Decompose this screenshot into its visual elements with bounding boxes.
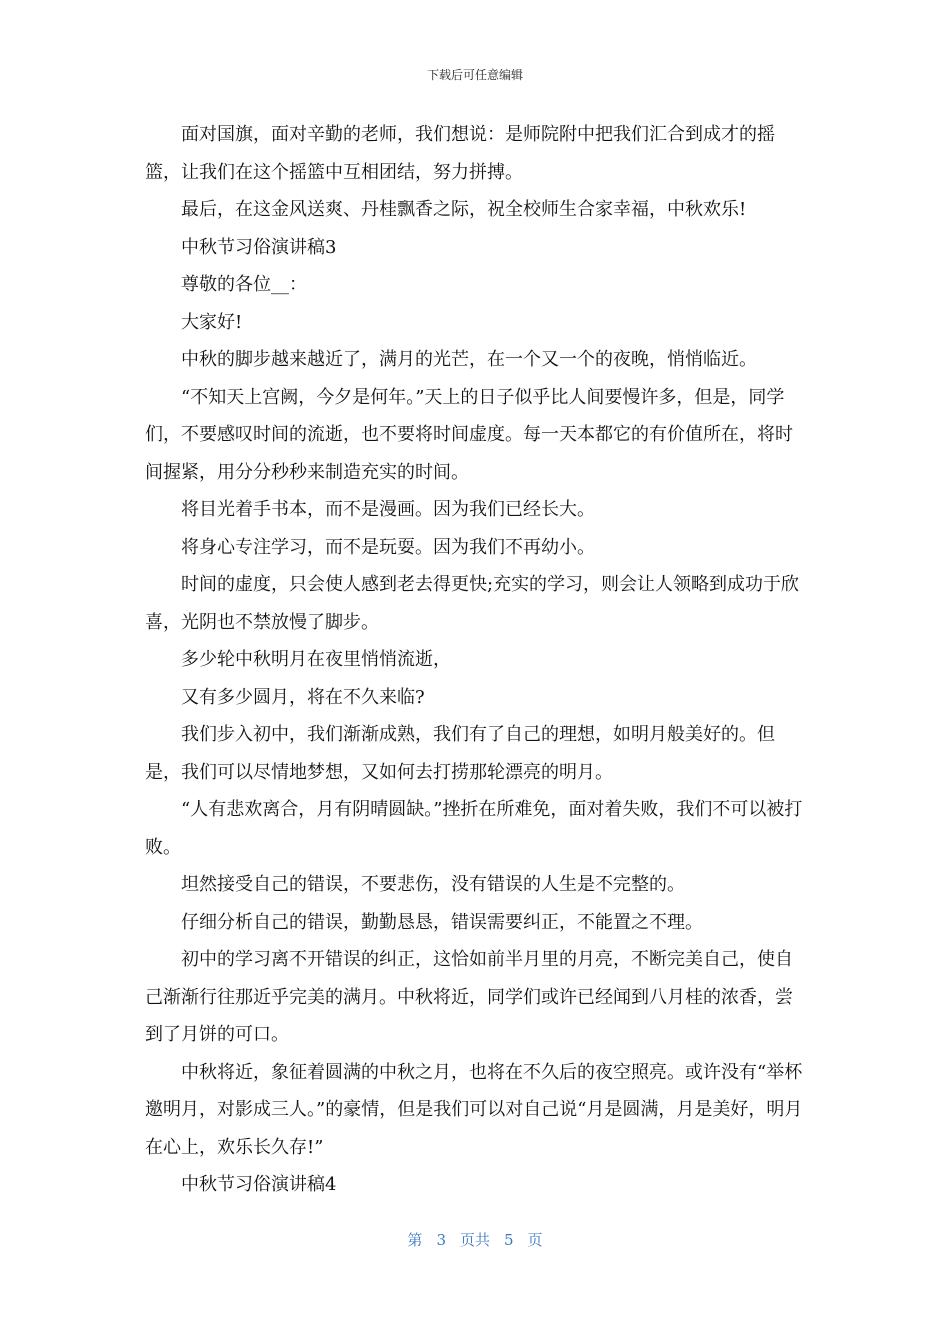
paragraph-6: 中秋的脚步越来越近了，满月的光芒，在一个又一个的夜晚，悄悄临近。 [181,349,757,370]
page-header: 下载后可任意编辑 [426,68,523,82]
paragraph-15: 坦然接受自己的错误，不要悲伤，没有错误的人生是不完整的。 [181,874,685,895]
section-title-4: 中秋节习俗演讲稿4 [181,1174,337,1195]
paragraph-14: “人有悲欢离合，月有阴晴圆缺。”挫折在所难免，面对着失败，我们不可以被打败。 [145,799,803,858]
paragraph-17: 初中的学习离不开错误的纠正，这恰如前半月里的月亮，不断完美自己，使自己渐渐行往那近乎完美的满月。中秋将近，同学们或许已经闻到八月桂的浓香，尝到了月饼的可口。 [145,949,793,1045]
paragraph-7: “不知天上宫阙，今夕是何年。”天上的日子似乎比人间要慢许多，但是，同学们，不要感叹时间的流逝，也不要将时间虚度。每一天本都它的有价值所在，将时间握紧，用分分秒秒来制造充实的时间。 [145,386,793,483]
document-body [145,116,810,1204]
paragraph-1: 面对国旗，面对辛勤的老师，我们想说：是师院附中把我们汇合到成才的摇篮，让我们在这个摇篮中互相团结，努力拼搏。 [145,124,775,183]
paragraph-11: 多少轮中秋明月在夜里悄悄流逝， [181,649,451,670]
paragraph-9: 将身心专注学习，而不是玩耍。因为我们不再幼小。 [181,536,595,558]
footer-suffix: 页 [527,1231,543,1249]
salutation: 尊敬的各位__： [181,274,307,295]
paragraph-2: 最后，在这金风送爽、丹桂飘香之际，祝全校师生合家幸福，中秋欢乐! [181,199,747,220]
footer-current-page: 3 [436,1231,446,1249]
page-footer [0,1229,950,1250]
section-title-3: 中秋节习俗演讲稿3 [181,236,337,258]
footer-prefix: 第 [407,1231,423,1249]
footer-total-pages: 5 [504,1231,514,1249]
paragraph-13: 我们步入初中，我们渐渐成熟，我们有了自己的理想，如明月般美好的。但是，我们可以尽情地梦想，又如何去打捞那轮漂亮的明月。 [145,724,775,783]
paragraph-12: 又有多少圆月，将在不久来临? [181,686,425,708]
paragraph-10: 时间的虚度，只会使人感到老去得更快;充实的学习，则会让人领略到成功于欣喜，光阴也不禁放慢了脚步。 [145,574,800,633]
footer-middle: 页共 [459,1231,490,1249]
greeting: 大家好! [181,311,243,333]
paragraph-16: 仔细分析自己的错误，勤勤恳恳，错误需要纠正，不能置之不理。 [181,911,703,933]
paragraph-18: 中秋将近，象征着圆满的中秋之月，也将在不久后的夜空照亮。或许没有“举杯邀明月，对影成三人。”的豪情，但是我们可以对自己说“月是圆满，月是美好，明月在心上，欢乐长久存!” [145,1061,803,1158]
paragraph-8: 将目光着手书本，而不是漫画。因为我们已经长大。 [181,499,595,520]
